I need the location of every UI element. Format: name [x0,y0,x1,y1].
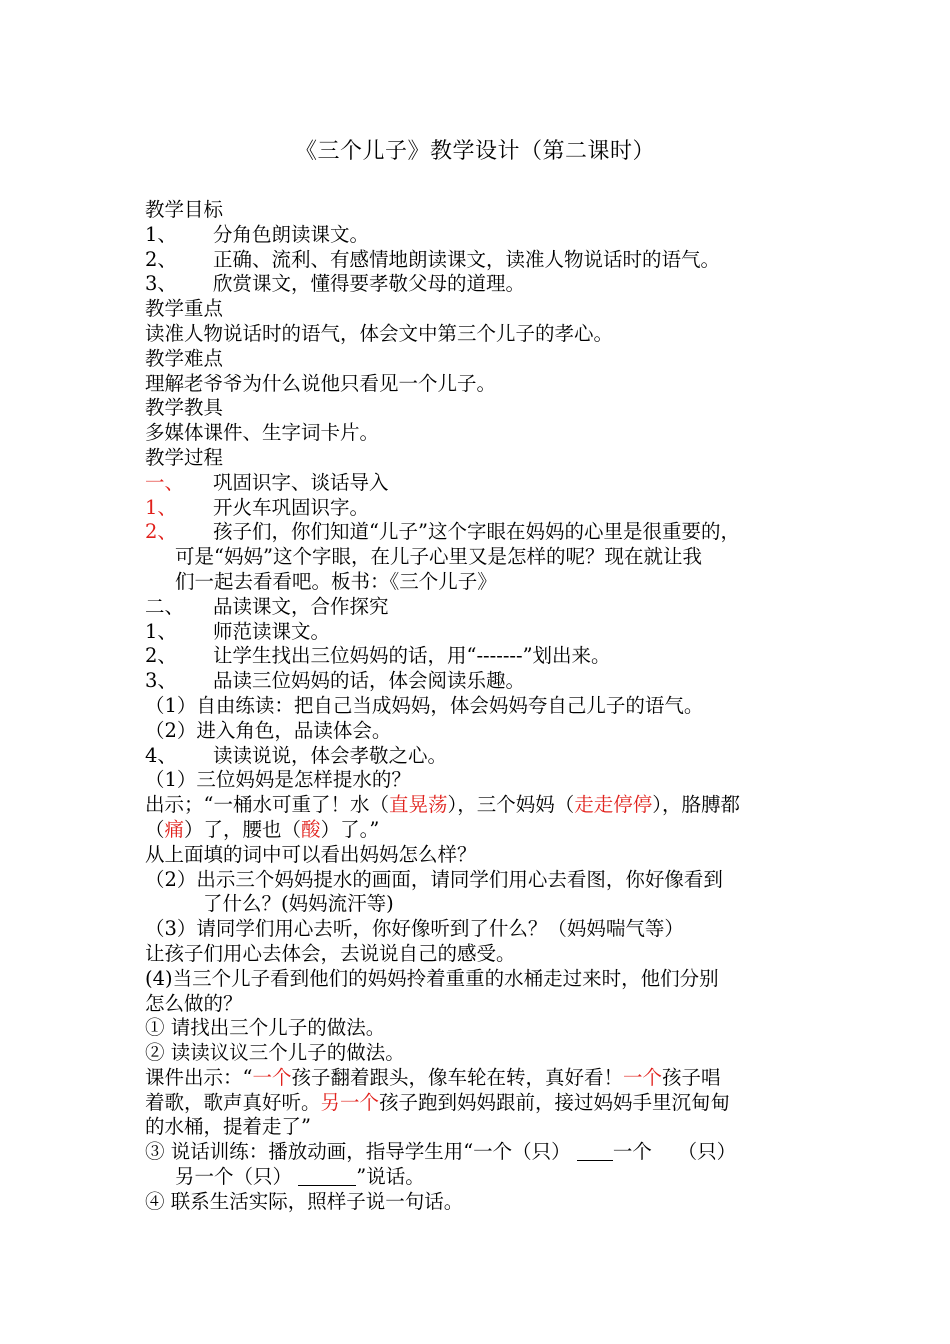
part2-heading [145,595,813,620]
goal-item [145,272,813,297]
part1-number: 一、 [145,470,185,494]
fill-blank [298,1167,356,1186]
part2-step4-sub2: （2）出示三个妈妈提水的画面，请同学们用心去看图，你好像看到 [145,867,723,891]
goal-number: 2、 [145,247,177,271]
show1-answer: 痛 [164,817,185,841]
step-number: 2、 [145,644,177,668]
show1-text: ），胳膊都 [652,793,741,817]
step-number: 2、 [145,520,177,544]
show2-text: 孩子跑到妈妈跟前，接过妈妈手里沉甸甸 [379,1090,731,1114]
process-heading: 教学过程 [145,445,224,469]
key-point-text: 读准人物说话时的语气，体会文中第三个儿子的孝心。 [145,321,614,345]
part2-step4 [145,744,813,769]
part1-step2 [145,520,813,545]
show2-line3: 的水桶，提着走了” [145,1115,311,1139]
step-text: 读读说说，体会孝敬之心。 [213,743,448,767]
c3-text: ”说话。 [356,1165,425,1189]
c3-text: 一个 （只） [612,1140,737,1164]
part1-step2-line3: 们一起去看看吧。板书：《三个儿子》 [175,569,497,593]
show2-text: 孩子翻着跟头，像车轮在转，真好看！ [291,1065,624,1089]
fill-blank [577,1142,613,1161]
show1-line1 [145,793,813,818]
show1-answer: 直晃荡 [388,793,448,817]
part1-title: 巩固识字、谈话导入 [213,470,389,494]
goal-item [145,248,813,273]
part2-step3 [145,669,813,694]
part2-title: 品读课文，合作探究 [213,594,389,618]
difficulty-heading: 教学难点 [145,346,224,370]
show1-text: ），三个妈妈（ [447,793,575,817]
c3-text: 另一个（只） [175,1165,293,1189]
part2-number: 二、 [145,594,185,618]
goal-text: 欣赏课文，懂得要孝敬父母的道理。 [213,272,526,296]
part2-step4-sub3-after: 让孩子们用心去体会，去说说自己的感受。 [145,941,516,965]
circled-item-3 [145,1140,813,1165]
step-text: 品读三位妈妈的话，体会阅读乐趣。 [213,669,526,693]
step-text: 师范读课文。 [213,619,331,643]
goal-text: 分角色朗读课文。 [213,222,370,246]
c3-text: ③ 说话训练：播放动画，指导学生用“一个（只） [145,1140,571,1164]
part2-step3-sub1: （1）自由练读：把自己当成妈妈，体会妈妈夸自己儿子的语气。 [145,693,704,717]
part2-step4-sub2-cont: 了什么？(妈妈流汗等) [203,892,394,916]
show2-highlight: 一个 [252,1065,292,1089]
document-title: 《三个儿子》教学设计（第二课时） [294,139,655,164]
part1-step1 [145,496,813,521]
goal-number: 3、 [145,272,177,296]
part2-step1 [145,620,813,645]
part2-step4-sub4-cont: 怎么做的？ [145,991,243,1015]
show1-line2 [145,818,813,843]
circled-item-4: ④ 联系生活实际，照样子说一句话。 [145,1189,464,1213]
show1-text: ）了。” [320,817,380,841]
part2-step4-sub3: （3）请同学们用心去听，你好像听到了什么？（妈妈喘气等） [145,917,684,941]
step-number: 1、 [145,495,177,519]
part2-step4-sub1: （1）三位妈妈是怎样提水的？ [145,768,411,792]
document-body [145,198,813,1215]
goal-item [145,223,813,248]
part2-step4-sub4: (4)当三个儿子看到他们的妈妈拎着重重的水桶走过来时，他们分别 [145,966,719,990]
tools-heading: 教学教具 [145,396,224,420]
step-number: 4、 [145,743,177,767]
show1-answer: 酸 [301,817,321,841]
circled-item-3-cont [145,1165,813,1190]
show2-text: 着歌，歌声真好听。 [145,1090,321,1114]
show1-text: ）了，腰也（ [184,817,302,841]
show2-highlight: 另一个 [320,1090,380,1114]
part2-step2 [145,644,813,669]
goals-heading: 教学目标 [145,198,224,221]
show2-text: 课件出示：“ [145,1065,253,1089]
show2-text: 孩子唱 [662,1065,721,1089]
show2-line2 [145,1091,813,1116]
show2-line1 [145,1066,813,1091]
part2-step3-sub2: （2）进入角色，品读体会。 [145,718,392,742]
show1-text: 出示；“一桶水可重了！水（ [145,793,389,817]
circled-item-1: ① 请找出三个儿子的做法。 [145,1016,386,1040]
circled-item-2: ② 读读议议三个儿子的做法。 [145,1041,405,1065]
question-text: 从上面填的词中可以看出妈妈怎么样？ [145,842,477,866]
step-number: 1、 [145,619,177,643]
show1-answer: 走走停停 [574,793,653,817]
goal-number: 1、 [145,222,177,246]
part1-heading [145,471,813,496]
step-text: 孩子们，你们知道“儿子”这个字眼在妈妈的心里是很重要的， [213,520,740,544]
difficulty-text: 理解老爷爷为什么说他只看见一个儿子。 [145,371,497,395]
goal-text: 正确、流利、有感情地朗读课文，读准人物说话时的语气。 [213,247,721,271]
step-text: 让学生找出三位妈妈的话，用“-------”划出来。 [213,644,611,668]
key-point-heading: 教学重点 [145,297,224,321]
tools-text: 多媒体课件、生字词卡片。 [145,421,380,445]
show1-text: （ [145,817,165,841]
part1-step2-line2: 可是“妈妈”这个字眼，在儿子心里又是怎样的呢？现在就让我 [175,545,702,569]
step-text: 开火车巩固识字。 [213,495,370,519]
show2-highlight: 一个 [623,1065,663,1089]
step-number: 3、 [145,669,177,693]
